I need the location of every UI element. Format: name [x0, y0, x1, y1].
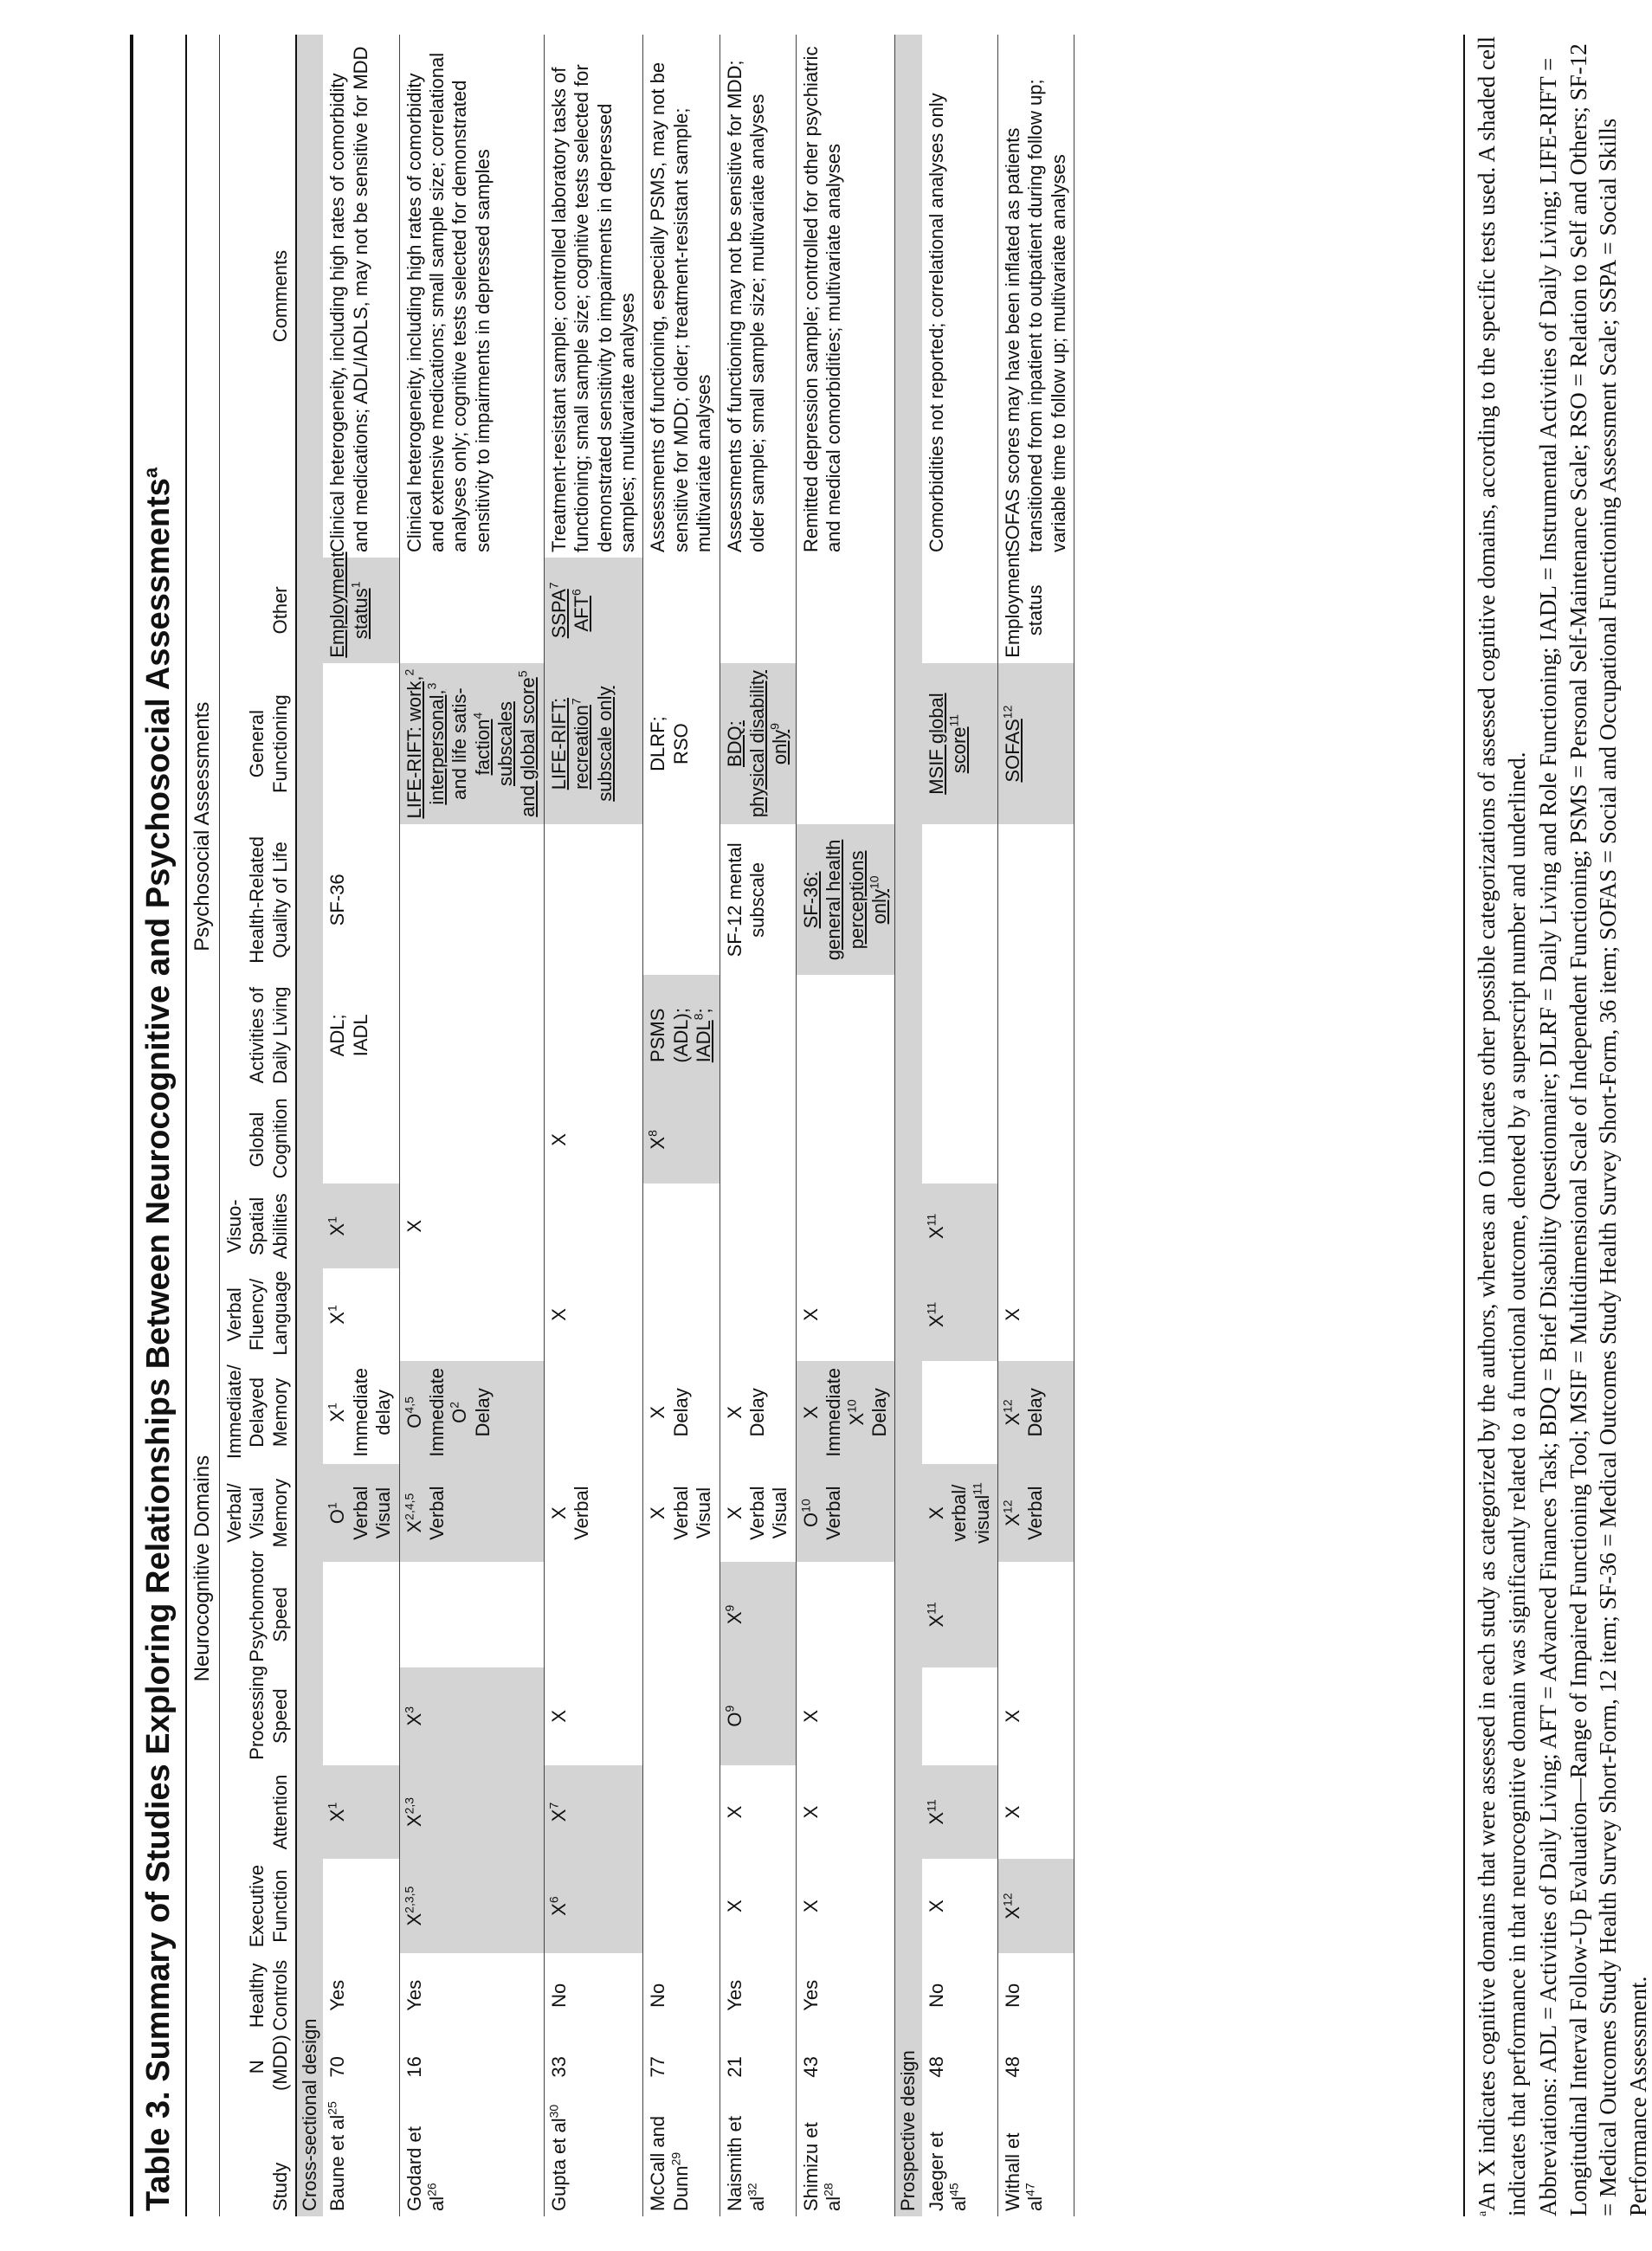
comments: Assessments of functioning, especially PSMS, may not be sensitive for MDD; older; treatment-resistant sample; multivariate analyses [643, 35, 720, 558]
cell: Employment status$^1$ [323, 558, 399, 663]
cell [643, 1184, 720, 1268]
hc-value: No [643, 1953, 720, 2038]
table-row [720, 35, 796, 2216]
cell [544, 1562, 643, 1667]
cell: BDQ: physical disability only$^9$ [720, 663, 796, 825]
cell: DLRF; RSO [643, 663, 720, 825]
cell: X [997, 1268, 1074, 1360]
cell: $O^9$ [720, 1667, 796, 1765]
cell [544, 975, 643, 1095]
cell: $X^{11}$ [922, 1184, 998, 1268]
n-value: 33 [544, 2038, 643, 2096]
cell: X Delay [720, 1361, 796, 1464]
cell: X [544, 1095, 643, 1184]
cell: $X^3$ [399, 1667, 544, 1765]
comments: Comorbidities not reported; correlational analyses only [922, 35, 998, 558]
cell [720, 1095, 796, 1184]
cell: $X^1$ [323, 1268, 399, 1360]
cell: X [720, 1765, 796, 1860]
cell: SF-12 mental subscale [720, 825, 796, 976]
cell: $X^1$ [323, 1184, 399, 1268]
cell [997, 825, 1074, 976]
group-psychosocial: Psychosocial Assessments [187, 558, 219, 1095]
cell [323, 663, 399, 825]
cell [720, 1268, 796, 1360]
cell: $O^1$ Verbal Visual [323, 1464, 399, 1562]
table-title: Table 3. Summary of Studies Exploring Relationships Between Neurocognitive and Psychosocial Assessments$^a$ [139, 467, 177, 2211]
cell: $X^{12}$ Delay [997, 1361, 1074, 1464]
n-value: 16 [399, 2038, 544, 2096]
cell: X [796, 1859, 895, 1953]
cell: X Verbal Visual [720, 1464, 796, 1562]
cell [323, 1095, 399, 1184]
cell: SF-36: general health perceptions only$^{10}$ [796, 825, 895, 976]
group-spacer [187, 1953, 219, 2216]
cell [323, 1667, 399, 1765]
cell [922, 1095, 998, 1184]
col-immediate-delayed-memory: Immediate/ Delayed Memory [219, 1361, 296, 1464]
n-value: 48 [997, 2038, 1074, 2096]
comments: SOFAS scores may have been inflated as patients transitioned from inpatient to outpatient during follow up; variable time to follow up; multivariate analyses [997, 35, 1074, 558]
study-name: Naismith et $al^{32}$ [720, 2096, 796, 2216]
hc-value: Yes [399, 1953, 544, 2038]
cell [796, 1562, 895, 1667]
cell [720, 1184, 796, 1268]
footnotes [1463, 35, 1652, 2216]
cell [796, 1095, 895, 1184]
cell [796, 558, 895, 663]
col-processing-speed: Processing Speed [219, 1667, 296, 1765]
cell [720, 558, 796, 663]
col-hrql: Health-Related Quality of Life [219, 825, 296, 976]
cell: PSMS (ADL); IADL$^8$; [643, 975, 720, 1095]
cell: SOFAS$^{12}$ [997, 663, 1074, 825]
cell [997, 1095, 1074, 1184]
cell [323, 1859, 399, 1953]
table-row [544, 35, 643, 2216]
cell: X [544, 1667, 643, 1765]
table-container [130, 35, 1651, 2216]
table-row [643, 35, 720, 2216]
hc-value: No [544, 1953, 643, 2038]
cell: $X^{12}$ Verbal [997, 1464, 1074, 1562]
cell [399, 558, 544, 663]
cell [643, 1268, 720, 1360]
group-gap [187, 1095, 219, 1184]
cell [399, 1562, 544, 1667]
cell [323, 1562, 399, 1667]
study-name: Shimizu et $al^{28}$ [796, 2096, 895, 2216]
cell: $O^{10}$ Verbal [796, 1464, 895, 1562]
col-global-cognition: Global Cognition [219, 1095, 296, 1184]
cell [796, 1184, 895, 1268]
cell [399, 975, 544, 1095]
cell: LIFE-RIFT: work,$^2$ interpersonal,$^3$ and life satis- faction$^4$ subscales and global score$^5$ [399, 663, 544, 825]
col-n: N (MDD) [219, 2038, 296, 2096]
table-row [922, 35, 998, 2216]
cell [922, 1667, 998, 1765]
comments: Clinical heterogeneity, including high rates of comorbidity and extensive medications; small sample size; correlational analyses only; cognitive tests selected for demonstrated sensitivity to impairments in depressed samples [399, 35, 544, 558]
cell: SSPA$^7$ AFT$^6$ [544, 558, 643, 663]
cell [720, 975, 796, 1095]
cell: $X^{11}$ [922, 1562, 998, 1667]
section-prospective: Prospective design [895, 35, 922, 2216]
col-visuospatial: Visuo- Spatial Abilities [219, 1184, 296, 1268]
cell: X [796, 1667, 895, 1765]
col-healthy-controls: Healthy Controls [219, 1953, 296, 2038]
cell [399, 1095, 544, 1184]
section-cross-sectional: Cross-sectional design [296, 35, 323, 2216]
cell [997, 1562, 1074, 1667]
col-verbal-visual-memory: Verbal/ Visual Memory [219, 1464, 296, 1562]
cell: X Delay [643, 1361, 720, 1464]
cell [643, 1859, 720, 1953]
group-gap-2 [187, 35, 219, 558]
cell: O$^{4,5}$ Immediate $O^2$ Delay [399, 1361, 544, 1464]
cell: $X^9$ [720, 1562, 796, 1667]
study-name: Jaeger et $al^{45}$ [922, 2096, 998, 2216]
studies-table [187, 35, 1074, 2216]
hc-value: Yes [323, 1953, 399, 2038]
n-value: 43 [796, 2038, 895, 2096]
n-value: 21 [720, 2038, 796, 2096]
cell: X Verbal [544, 1464, 643, 1562]
cell: X Immediate $X^{10}$ Delay [796, 1361, 895, 1464]
cell: ADL; IADL [323, 975, 399, 1095]
table-row [323, 35, 399, 2216]
comments: Treatment-resistant sample; controlled laboratory tasks of functioning; small sample size; cognitive tests selected for demonstrated sensitivity to impairments in depressed samples; multivariate analyses [544, 35, 643, 558]
n-value: 70 [323, 2038, 399, 2096]
study-name: Withall et $al^{47}$ [997, 2096, 1074, 2216]
cell: MSIF global score$^{11}$ [922, 663, 998, 825]
cell: X verbal/ visual$^{11}$ [922, 1464, 998, 1562]
cell [643, 1562, 720, 1667]
cell: Employment status [997, 558, 1074, 663]
study-name: Godard et $al^{26}$ [399, 2096, 544, 2216]
hc-value: Yes [796, 1953, 895, 2038]
cell: $X^{11}$ [922, 1268, 998, 1360]
cell: X [997, 1667, 1074, 1765]
n-value: 48 [922, 2038, 998, 2096]
cell [643, 825, 720, 976]
col-adl: Activities of Daily Living [219, 975, 296, 1095]
table-title-bar [130, 35, 187, 2216]
cell [643, 1667, 720, 1765]
cell [544, 1361, 643, 1464]
cell [997, 1184, 1074, 1268]
cell: $X^{11}$ [922, 1765, 998, 1860]
n-value: 77 [643, 2038, 720, 2096]
col-psychomotor-speed: Psychomotor Speed [219, 1562, 296, 1667]
cell [399, 825, 544, 976]
cell: X [922, 1859, 998, 1953]
comments: Clinical heterogeneity, including high rates of comorbidity and medications; ADL/IADLS, may not be sensitive for MDD [323, 35, 399, 558]
cell: $X^8$ [643, 1095, 720, 1184]
cell: $X^{12}$ [997, 1859, 1074, 1953]
cell: X$^{2,3}$ [399, 1765, 544, 1860]
hc-value: No [997, 1953, 1074, 2038]
cell: X [544, 1268, 643, 1360]
cell: $X^6$ [544, 1859, 643, 1953]
cell: X$^{2,3,5}$ [399, 1859, 544, 1953]
cell: $X^7$ [544, 1765, 643, 1860]
cell [922, 975, 998, 1095]
study-name: Gupta et $al^{30}$ [544, 2096, 643, 2216]
cell [997, 975, 1074, 1095]
cell: X [720, 1859, 796, 1953]
group-neurocognitive: Neurocognitive Domains [187, 1184, 219, 1953]
footnote-abbreviations: Abbreviations: ADL = Activities of Daily Living; AFT = Advanced Finances Task; BDQ = Brief Disability Questionnaire; DLRF = Daily Living and Role Functioning; IADL = Instrumental Activities of Daily Living; LIFE-RIFT = Longitudinal Interval Follow-Up Evaluation—Range of Impaired Functioning Tool; MSIF = Multidimensional Scale of Independent Functioning; PSMS = Personal Self-Maintenance Scale; RSO = Relation to Self and Others; SF-12 = Medical Outcomes Study Health Survey Short-Form, 12 item; SF-36 = Medical Outcomes Study Health Survey Short-Form, 36 item; SOFAS = Social and Occupational Functioning Assessment Scale; SSPA = Social Skills Performance Assessment. [1535, 43, 1651, 2216]
hc-value: No [922, 1953, 998, 2038]
footnote-a: $^a$An X indicates cognitive domains that were assessed in each study as categorized by the authors, whereas an O indicates other possible categorizations of assessed cognitive domains, according to the specific tests used. A shaded cell indicates that performance in that neurocognitive domain was significantly related to a functional outcome, denoted by a superscript number and underlined. [1474, 36, 1530, 2216]
col-verbal-fluency: Verbal Fluency/ Language [219, 1268, 296, 1360]
cell [544, 1184, 643, 1268]
hc-value: Yes [720, 1953, 796, 2038]
cell [399, 1268, 544, 1360]
cell: X [796, 1268, 895, 1360]
col-general-functioning: General Functioning [219, 663, 296, 825]
study-name: Baune et $al^{25}$ [323, 2096, 399, 2216]
cell [796, 663, 895, 825]
cell: X [399, 1184, 544, 1268]
cell [796, 975, 895, 1095]
cell: X [997, 1765, 1074, 1860]
cell: $X^1$ [323, 1765, 399, 1860]
comments: Assessments of functioning may not be sensitive for MDD; older sample; small sample size; multivariate analyses [720, 35, 796, 558]
cell [643, 1765, 720, 1860]
col-executive-function: Executive Function [219, 1859, 296, 1953]
cell [922, 825, 998, 976]
cell: $X^1$ Immediate delay [323, 1361, 399, 1464]
col-other: Other [219, 558, 296, 663]
cell: SF-36 [323, 825, 399, 976]
cell [544, 825, 643, 976]
cell [922, 558, 998, 663]
col-study: Study [219, 2096, 296, 2216]
col-attention: Attention [219, 1765, 296, 1860]
table-row [796, 35, 895, 2216]
cell: X$^{2,4,5}$ Verbal [399, 1464, 544, 1562]
comments: Remitted depression sample; controlled for other psychiatric and medical comorbidities; multivariate analyses [796, 35, 895, 558]
cell [922, 1361, 998, 1464]
cell [643, 558, 720, 663]
cell: X Verbal Visual [643, 1464, 720, 1562]
table-row [997, 35, 1074, 2216]
cell: LIFE-RIFT: recreation$^7$ subscale only [544, 663, 643, 825]
col-comments: Comments [219, 35, 296, 558]
study-name: McCall and Dunn$^{29}$ [643, 2096, 720, 2216]
cell: X [796, 1765, 895, 1860]
table-row [399, 35, 544, 2216]
